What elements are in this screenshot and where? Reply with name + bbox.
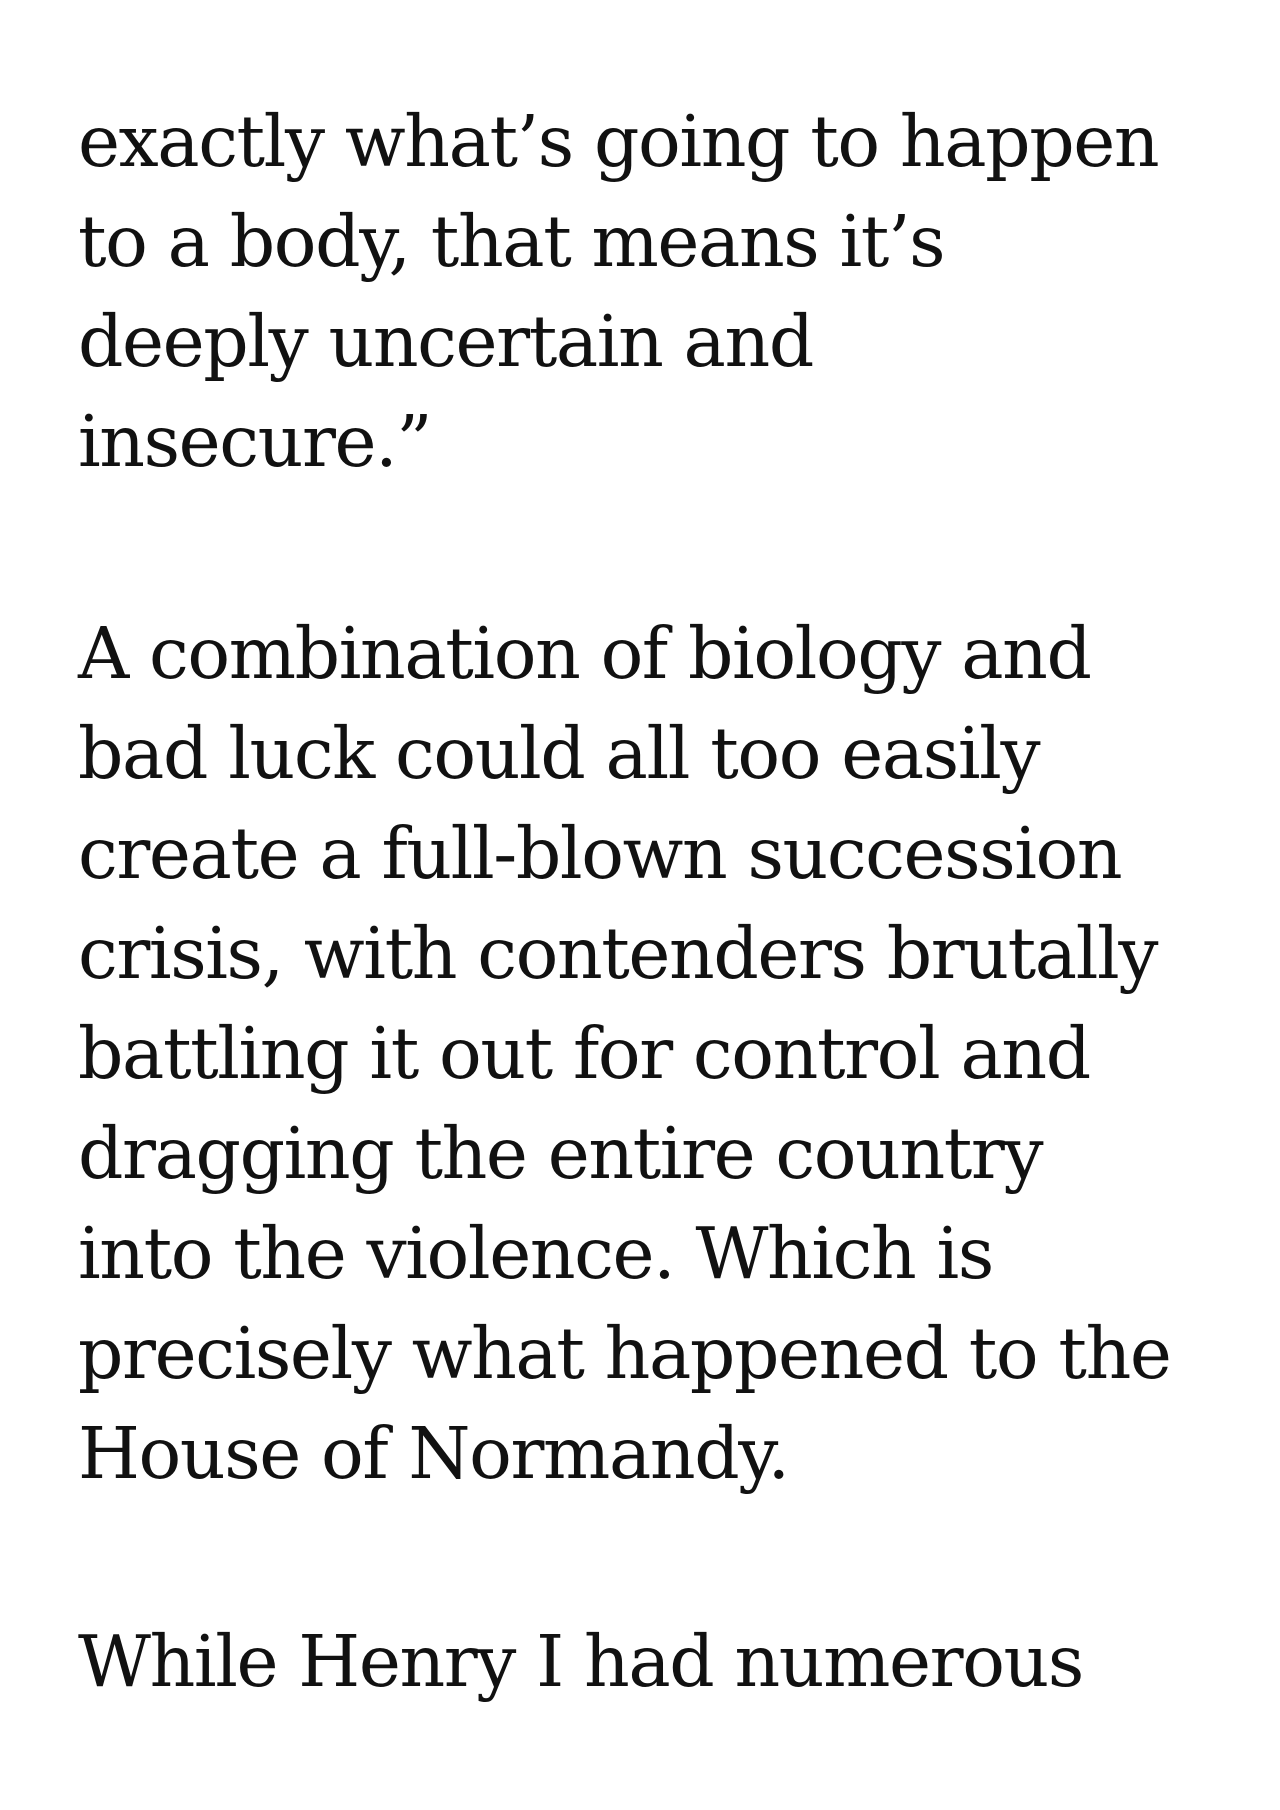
paragraph-1	[78, 92, 1258, 492]
text-line: insecure.”	[78, 400, 432, 483]
text-line: exactly what’s going to happen	[78, 100, 1159, 183]
text-line: create a full-blown succession	[78, 812, 1122, 895]
text-line: battling it out for control and	[78, 1012, 1090, 1095]
text-line: into the violence. Which is	[78, 1212, 993, 1295]
text-line: crisis, with contenders brutally	[78, 912, 1158, 995]
text-line: While Henry I had numerous	[78, 1620, 1083, 1703]
text-line: bad luck could all too easily	[78, 712, 1040, 795]
paragraph-2	[78, 604, 1258, 1504]
text-line: A combination of biology and	[78, 612, 1091, 695]
paragraph-3	[78, 1612, 1258, 1712]
text-line: deeply uncertain and	[78, 300, 813, 383]
text-line: precisely what happened to the	[78, 1312, 1171, 1395]
text-line: dragging the entire country	[78, 1112, 1043, 1195]
text-line: House of Normandy.	[78, 1412, 789, 1495]
text-line: to a body, that means it’s	[78, 200, 945, 283]
